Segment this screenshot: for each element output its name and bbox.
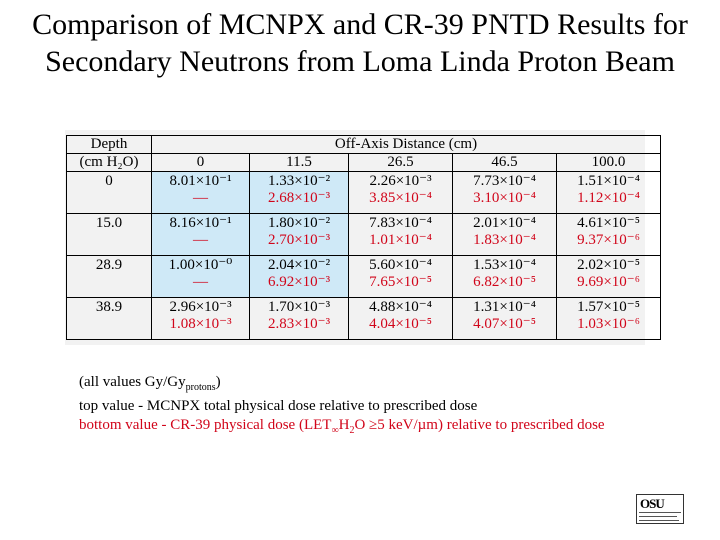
units-close: ) [215,374,221,390]
distance-header: 0 [152,154,250,172]
mcnpx-value: 4.88×10⁻⁴ [369,299,432,315]
slide-title: Comparison of MCNPX and CR-39 PNTD Results for Secondary Neutrons from Loma Linda Proton Beam [32,8,688,78]
cr39-value: 7.65×10⁻⁵ [369,274,432,290]
table-header-row [67,136,661,154]
depth-cell: 15.0 [67,214,152,256]
mcnpx-value: 7.83×10⁻⁴ [369,215,432,231]
dose-cell [250,256,349,298]
dose-cell [152,172,250,214]
logo-line [639,516,677,517]
table-row [67,298,661,340]
dose-cell [453,172,557,214]
cr39-value: 4.07×10⁻⁵ [473,316,536,332]
mcnpx-value: 1.57×10⁻⁵ [577,299,640,315]
dose-cell [453,214,557,256]
cr39-value: 1.83×10⁻⁴ [473,232,536,248]
osu-logo-icon [636,494,684,524]
cr39-value: 1.12×10⁻⁴ [577,190,640,206]
water-subscript: 2 [349,425,355,436]
depth-cell: 0 [67,172,152,214]
cr39-value: 2.70×10⁻³ [267,232,331,248]
table-row [67,214,661,256]
mcnpx-value: 1.80×10⁻² [267,215,331,231]
mcnpx-value: 2.01×10⁻⁴ [473,215,536,231]
depth-header: Depth [67,136,152,154]
dose-cell [557,214,661,256]
cr39-value: 3.85×10⁻⁴ [369,190,432,206]
let-subscript: ∞ [331,425,339,436]
cr39-value: — [193,274,208,290]
top-value-note: top value - MCNPX total physical dose relative to prescribed dose [79,398,478,414]
dose-cell [557,172,661,214]
cr39-value: — [193,232,208,248]
cr39-value: 6.82×10⁻⁵ [473,274,536,290]
cr39-value: 2.68×10⁻³ [267,190,331,206]
dose-cell [557,256,661,298]
mcnpx-value: 8.16×10⁻¹ [169,215,232,231]
dose-cell [453,298,557,340]
bottom-note-rest: O ≥5 keV/µm) relative to prescribed dose [354,417,605,433]
dose-cell [152,256,250,298]
cr39-value: 2.83×10⁻³ [267,316,331,332]
dose-cell [152,214,250,256]
bottom-note-h: H [338,417,350,433]
mcnpx-value: 4.61×10⁻⁵ [577,215,640,231]
mcnpx-value: 2.02×10⁻⁵ [577,257,640,273]
logo-line [639,512,681,513]
bottom-value-note [79,416,679,440]
mcnpx-value: 1.53×10⁻⁴ [473,257,536,273]
mcnpx-value: 5.60×10⁻⁴ [369,257,432,273]
mcnpx-value: 2.26×10⁻³ [369,173,432,189]
dose-cell [349,298,453,340]
depth-cell: 28.9 [67,256,152,298]
dose-cell [349,214,453,256]
offaxis-header: Off-Axis Distance (cm) [152,136,661,154]
units-subscript: protons [185,382,216,393]
dose-cell [349,256,453,298]
mcnpx-value: 1.33×10⁻² [267,173,331,189]
cr39-value: 3.10×10⁻⁴ [473,190,536,206]
bottom-note-text: bottom value - CR-39 physical dose (LET [79,417,332,433]
dose-cell [152,298,250,340]
cr39-value: 9.69×10⁻⁶ [577,274,640,290]
cr39-value: 4.04×10⁻⁵ [369,316,432,332]
cr39-value: 1.08×10⁻³ [169,316,232,332]
table-row [67,256,661,298]
distance-header: 11.5 [250,154,349,172]
logo-text: OSU [640,496,664,511]
dose-comparison-table [66,135,661,340]
distance-header: 46.5 [453,154,557,172]
dose-cell [250,172,349,214]
cr39-value: 1.01×10⁻⁴ [369,232,432,248]
table-subheader-row [67,154,661,172]
depth-cell: 38.9 [67,298,152,340]
mcnpx-value: 1.70×10⁻³ [267,299,331,315]
mcnpx-value: 1.51×10⁻⁴ [577,173,640,189]
logo-line [639,520,679,521]
units-text: (all values Gy/Gy [79,374,186,390]
mcnpx-value: 2.04×10⁻² [267,257,331,273]
distance-header: 100.0 [557,154,661,172]
cr39-value: — [193,190,208,206]
mcnpx-value: 1.31×10⁻⁴ [473,299,536,315]
cr39-value: 1.03×10⁻⁶ [577,316,640,332]
units-note [79,373,679,397]
depth-unit-header: (cm H₂O) [67,154,152,172]
dose-cell [557,298,661,340]
distance-header: 26.5 [349,154,453,172]
cr39-value: 6.92×10⁻³ [267,274,331,290]
mcnpx-value: 2.96×10⁻³ [169,299,232,315]
mcnpx-value: 1.00×10⁻⁰ [168,257,233,273]
dose-cell [250,214,349,256]
legend-notes [79,373,679,440]
dose-cell [349,172,453,214]
dose-cell [250,298,349,340]
dose-cell [453,256,557,298]
table-row [67,172,661,214]
mcnpx-value: 8.01×10⁻¹ [169,173,232,189]
mcnpx-value: 7.73×10⁻⁴ [473,173,536,189]
cr39-value: 9.37×10⁻⁶ [577,232,640,248]
